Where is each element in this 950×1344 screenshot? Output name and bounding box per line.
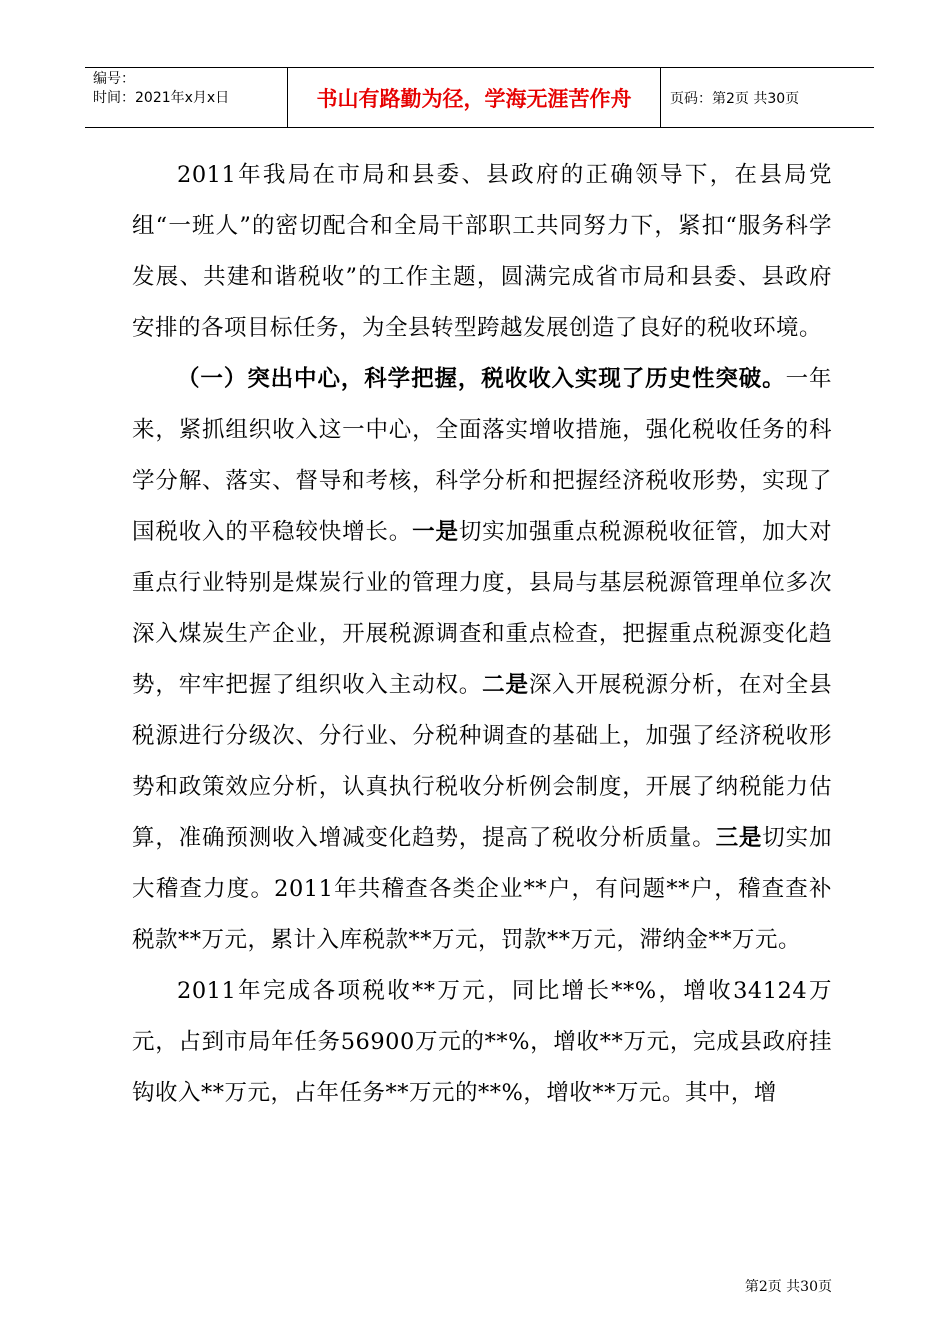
point-three-text: 切实加大稽查力度。2011年共稽查各类企业**户，有问题**户，稽查查补税款**万元，累计入库税款**万元，罚款**万元，滞纳金**万元。	[132, 825, 832, 953]
paragraph-section-1	[132, 354, 832, 966]
section-heading: （一）突出中心，科学把握，税收收入实现了历史性突破。	[177, 366, 786, 392]
point-three-label: 三是	[715, 825, 763, 851]
paragraph-intro: 2011年我局在市局和县委、县政府的正确领导下，在县局党组“一班人”的密切配合和全局干部职工共同努力下，紧扣“服务科学发展、共建和谐税收”的工作主题，圆满完成省市局和县委、县政府安排的各项目标任务，为全县转型跨越发展创造了良好的税收环境。	[132, 162, 832, 341]
page-header	[85, 67, 874, 128]
point-one-label: 一是	[412, 519, 459, 545]
header-motto: 书山有路勤为径，学海无涯苦作舟	[288, 68, 661, 127]
header-meta	[85, 68, 288, 127]
document-body	[132, 150, 832, 1119]
section-text: 一年来，紧抓组织收入这一中心，全面落实增收措施，强化税收任务的科学分解、落实、督导和考核，科学分析和把握经济税收形势，实现了国税收入的平稳较快增长。	[132, 366, 832, 545]
header-page-info: 页码：第2页 共30页	[670, 90, 800, 107]
page-footer: 第2页 共30页	[744, 1279, 832, 1295]
point-two-label: 二是	[482, 672, 529, 698]
paragraph-revenue: 2011年完成各项税收**万元，同比增长**%，增收34124万元，占到市局年任务56900万元的**%，增收**万元，完成县政府挂钩收入**万元，占年任务**万元的**%，增收**万元。其中，增	[132, 978, 832, 1106]
document-time: 时间：2021年x月x日	[93, 90, 230, 106]
document-number: 编号：	[93, 71, 135, 87]
point-two-text: 深入开展税源分析，在对全县税源进行分级次、分行业、分税种调查的基础上，加强了经济税收形势和政策效应分析，认真执行税收分析例会制度，开展了纳税能力估算，准确预测收入增减变化趋势，提高了税收分析质量。	[132, 672, 832, 851]
point-one-text: 切实加强重点税源税收征管，加大对重点行业特别是煤炭行业的管理力度，县局与基层税源管理单位多次深入煤炭生产企业，开展税源调查和重点检查，把握重点税源变化趋势，牢牢把握了组织收入主动权。	[132, 519, 832, 698]
